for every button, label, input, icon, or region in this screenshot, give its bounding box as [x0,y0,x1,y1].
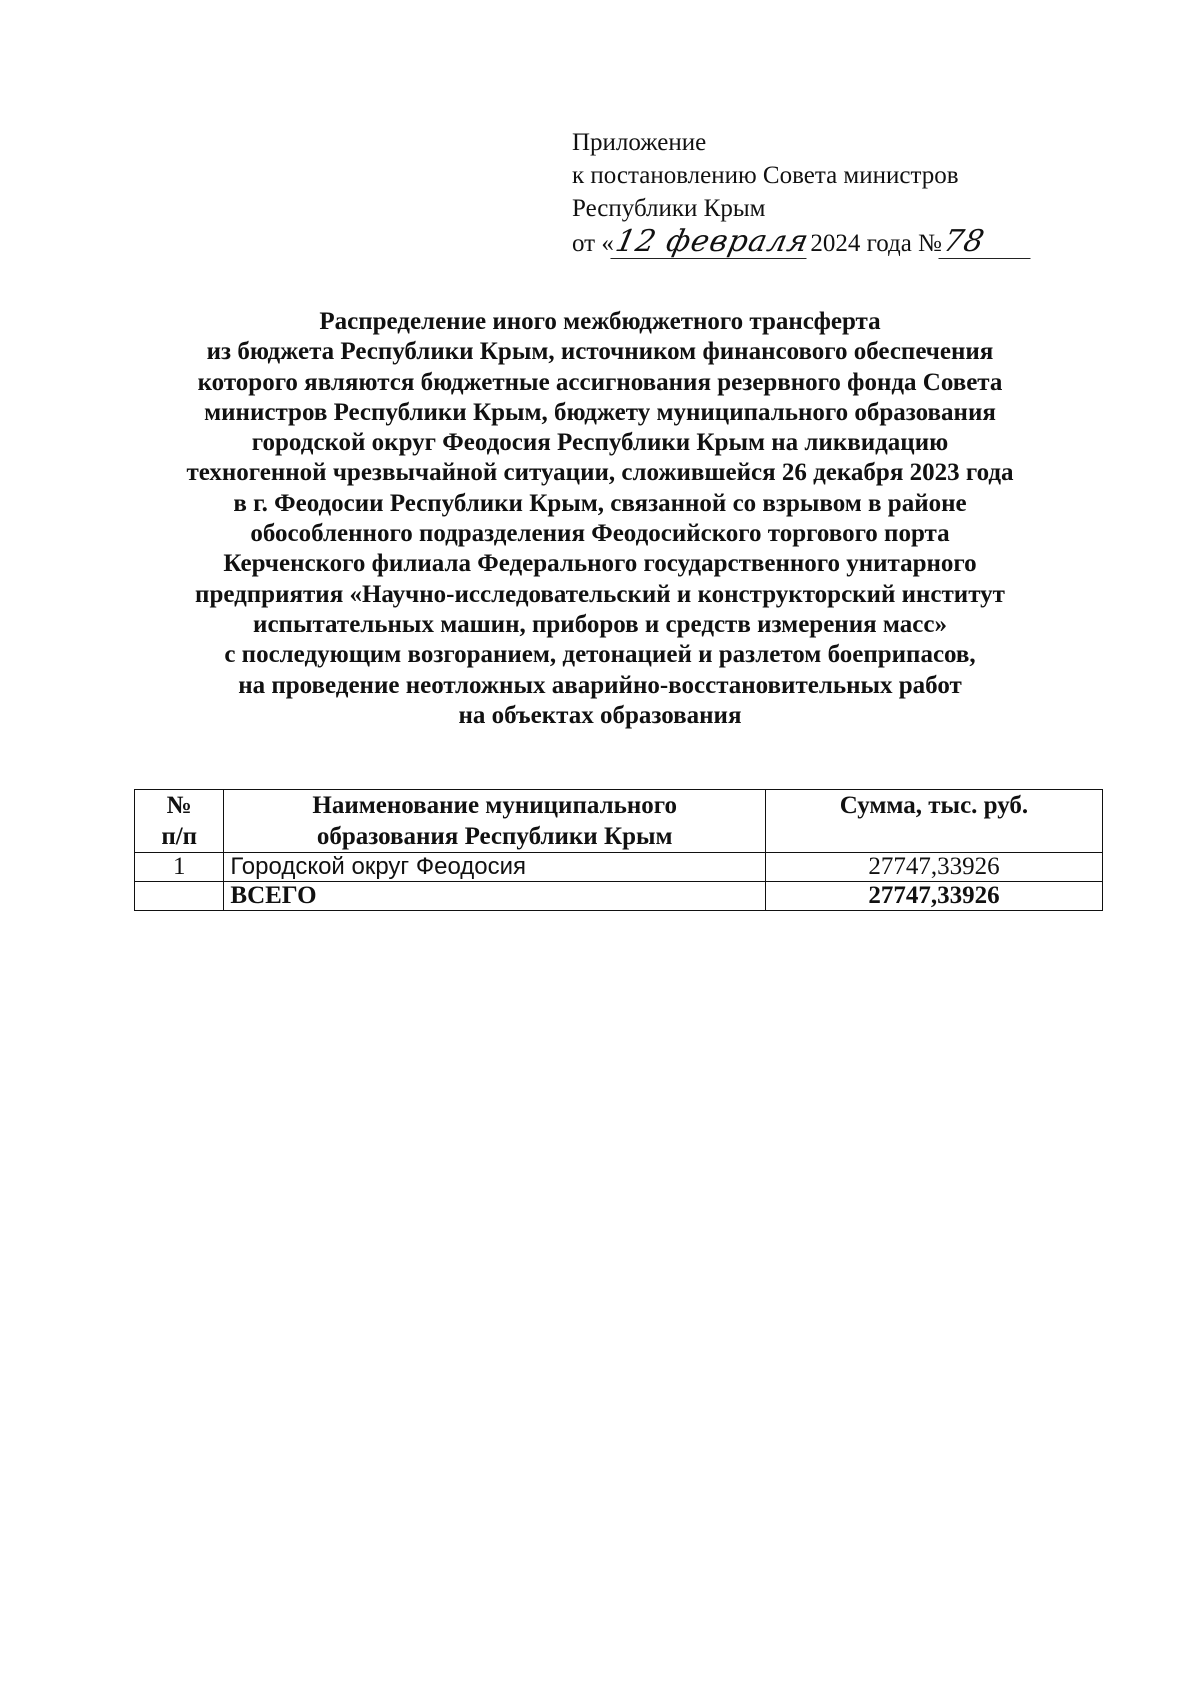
appendix-label: Приложение [572,129,707,156]
row-name: Городской округ Феодосия [224,853,766,882]
title-line: в г. Феодосии Республики Крым, связанной со взрывом в районе [233,489,967,517]
title-line: на проведение неотложных аварийно-восстановительных работ [238,671,962,699]
table-row [135,853,1103,882]
total-amount: 27747,33926 [765,882,1102,911]
title-line: на объектах образования [458,701,742,729]
title-line: городской округ Феодосия Республики Крым на ликвидацию [251,429,949,457]
header-sum [765,790,1102,853]
title-line: из бюджета Республики Крым, источником финансового обеспечения [206,338,994,366]
appendix-header [572,126,1092,260]
header-name [224,790,766,853]
title-line: Керченского филиала Федерального государственного унитарного [223,550,977,578]
header-sum-label: Сумма, тыс. руб. [839,792,1029,819]
header-num-line1: № [166,792,192,819]
header-name-line2: образования Республики Крым [316,823,673,850]
date-prefix: от « [572,230,614,257]
handwritten-number: 78 [938,225,1037,259]
appendix-date-line [572,225,1092,260]
title-line: которого являются бюджетные ассигнования резервного фонда Совета [197,368,1003,396]
table-total-row [135,882,1103,911]
handwritten-date: 12 февраля [612,224,813,259]
total-num [135,882,224,911]
row-num: 1 [135,853,224,882]
title-line: техногенной чрезвычайной ситуации, сложившейся 26 декабря 2023 года [186,459,1014,487]
title-line: предприятия «Научно-исследовательский и конструкторский институт [195,580,1005,608]
header-name-line1: Наименование муниципального [312,792,677,819]
distribution-table [134,789,1103,911]
total-label: ВСЕГО [224,882,766,911]
date-year-label: 2024 года № [810,230,942,257]
appendix-republic-line: Республики Крым [572,195,766,222]
table-header-row [135,790,1103,853]
title-line: министров Республики Крым, бюджету муниципального образования [204,398,996,426]
row-amount: 27747,33926 [765,853,1102,882]
title-line: с последующим возгоранием, детонацией и разлетом боеприпасов, [224,641,976,669]
appendix-resolution-line: к постановлению Совета министров [572,162,959,189]
document-title [100,307,1100,731]
title-line: обособленного подразделения Феодосийского торгового порта [250,520,950,548]
title-line: испытательных машин, приборов и средств измерения масс» [253,610,947,638]
title-line: Распределение иного межбюджетного трансферта [319,308,881,335]
header-num [135,790,224,853]
header-num-line2: п/п [161,823,198,850]
